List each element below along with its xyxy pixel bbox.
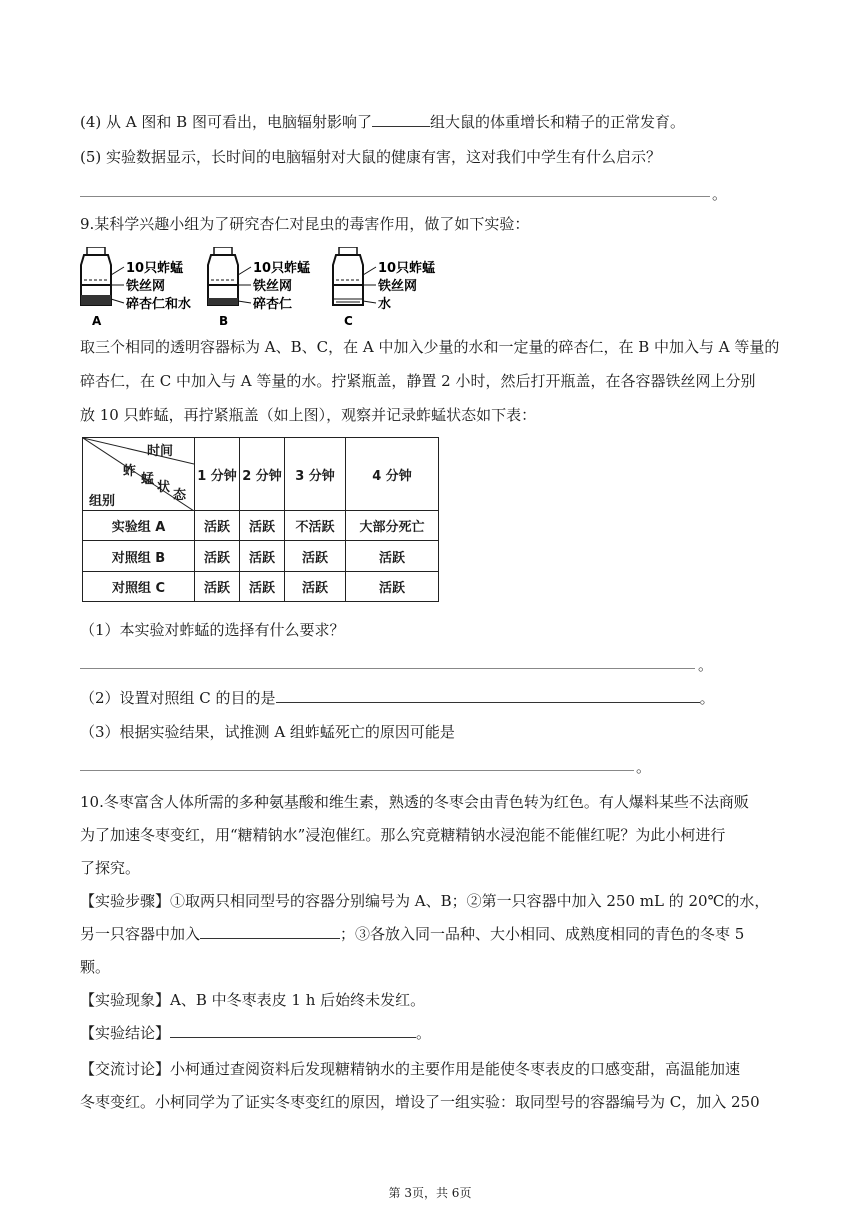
- column-header: 3 分钟: [285, 438, 346, 511]
- table-row: 对照组 C 活跃 活跃 活跃 活跃: [83, 572, 439, 602]
- q10-discussion-1: 【交流讨论】小柯通过查阅资料后发现糖精钠水的主要作用是能使冬枣表皮的口感变甜，高温能加速: [80, 1060, 741, 1078]
- jar-b-letter: B: [219, 314, 229, 328]
- jar-b: [208, 247, 311, 328]
- jar-c-letter: C: [344, 314, 353, 328]
- q10-phenomenon: 【实验现象】A、B 中冬枣表皮 1 h 后始终未发红。: [80, 991, 426, 1009]
- header-group: 组别: [89, 494, 116, 509]
- q9-paragraph-2: 碎杏仁，在 C 中加入与 A 等量的水。拧紧瓶盖，静置 2 小时，然后打开瓶盖，在各容器铁丝网上分别: [80, 372, 756, 390]
- q10-conclusion: 【实验结论】 。: [80, 1024, 432, 1042]
- q10-steps-1: 【实验步骤】①取两只相同型号的容器分别编号为 A、B；②第一只容器中加入 250 mL 的 20℃的水，: [80, 892, 770, 910]
- jar-c-label-3: 水: [378, 297, 392, 312]
- q9-sub-1: （1）本实验对蚱蜢的选择有什么要求？: [80, 621, 345, 639]
- q9-sub-2-answer-blank[interactable]: [276, 688, 700, 703]
- q10-conclusion-answer-blank[interactable]: [170, 1023, 416, 1038]
- column-header: 1 分钟: [195, 438, 240, 511]
- q10-step-answer-blank[interactable]: [200, 924, 340, 939]
- column-header: 2 分钟: [240, 438, 285, 511]
- table-row: 实验组 A 活跃 活跃 不活跃 大部分死亡: [83, 511, 439, 541]
- q4-text-b: 组大鼠的体重增长和精子的正常发育。: [429, 113, 685, 131]
- jar-a-label-2: 铁丝网: [126, 279, 166, 294]
- jar-b-label-1: 10只蚱蜢: [253, 261, 311, 276]
- q9-sub-1-answer-line[interactable]: [80, 668, 695, 669]
- question-5: (5) 实验数据显示，长时间的电脑辐射对大鼠的健康有害，这对我们中学生有什么启示？: [80, 148, 662, 166]
- table-corner-header: 时间 蚱 蜢 状 态 组别: [83, 438, 195, 511]
- jar-b-label-2: 铁丝网: [253, 279, 293, 294]
- jar-c-label-1: 10只蚱蜢: [378, 261, 436, 276]
- q4-answer-blank[interactable]: [372, 112, 430, 127]
- q9-paragraph-1: 取三个相同的透明容器标为 A、B、C，在 A 中加入少量的水和一定量的碎杏仁，在 B 中加入与 A 等量的: [80, 338, 780, 356]
- q9-sub-3-answer-line[interactable]: [80, 770, 634, 771]
- table-row: 对照组 B 活跃 活跃 活跃 活跃: [83, 541, 439, 572]
- jar-a-letter: A: [92, 314, 102, 328]
- jar-c-label-2: 铁丝网: [378, 279, 418, 294]
- page-footer: 第 3页，共 6页: [388, 1186, 472, 1200]
- q9-paragraph-3: 放 10 只蚱蜢，再拧紧瓶盖（如上图），观察并记录蚱蜢状态如下表：: [80, 406, 537, 424]
- q10-steps-2: 另一只容器中加入 ；③各放入同一品种、大小相同、成熟度相同的青色的冬枣 5: [80, 925, 745, 943]
- q10-paragraph-1: 10.冬枣富含人体所需的多种氨基酸和维生素，熟透的冬枣会由青色转为红色。有人爆料某些不法商贩: [80, 793, 749, 811]
- jar-a: [81, 247, 191, 328]
- question-4: [80, 112, 685, 132]
- q5-answer-line[interactable]: [80, 196, 710, 197]
- header-time: 时间: [147, 444, 174, 459]
- q10-paragraph-2: 为了加速冬枣变红，用“糖精钠水”浸泡催红。那么究竟糖精钠水浸泡能不能催红呢？为此小柯进行: [80, 826, 726, 844]
- q9-sub-2: （2）设置对照组 C 的目的是 。: [80, 689, 715, 707]
- jar-a-label-1: 10只蚱蜢: [126, 261, 184, 276]
- results-table: [82, 437, 439, 602]
- q10-discussion-2: 冬枣变红。小柯同学为了证实冬枣变红的原因，增设了一组实验：取同型号的容器编号为 C，加入 250: [80, 1093, 760, 1111]
- q10-steps-3: 颗。: [80, 958, 111, 976]
- jars-figure: [78, 247, 448, 329]
- jar-a-label-3: 碎杏仁和水: [126, 297, 192, 312]
- q10-paragraph-3: 了探究。: [80, 859, 141, 877]
- q9-sub-3: （3）根据实验结果，试推测 A 组蚱蜢死亡的原因可能是: [80, 723, 455, 741]
- question-9-title: 9.某科学兴趣小组为了研究杏仁对昆虫的毒害作用，做了如下实验：: [80, 215, 530, 233]
- q4-text-a: (4) 从 A 图和 B 图可看出，电脑辐射影响了: [80, 113, 372, 131]
- jar-b-label-3: 碎杏仁: [253, 297, 293, 312]
- column-header: 4 分钟: [346, 438, 439, 511]
- jar-c: [333, 247, 436, 328]
- q5-period: 。: [712, 185, 728, 203]
